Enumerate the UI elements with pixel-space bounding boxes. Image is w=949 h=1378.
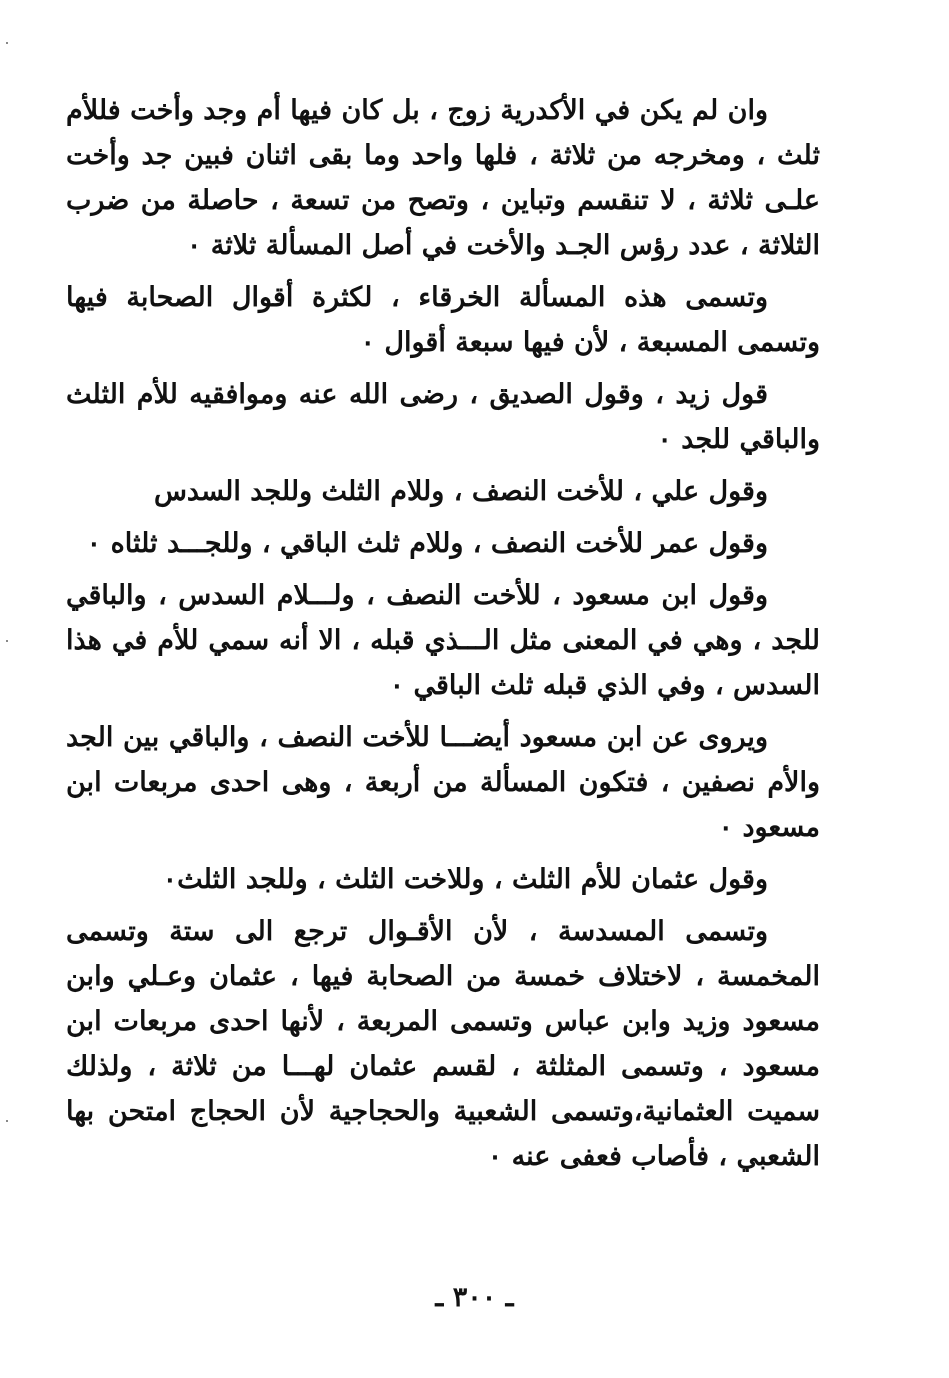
paragraph-4: وقول علي ، للأخت النصف ، وللام الثلث وللجد السدس	[153, 476, 768, 507]
scan-edge-mark	[6, 640, 8, 642]
paragraph-8: وقول عثمان للأم الثلث ، وللاخت الثلث ، وللجد الثلث٠	[162, 864, 768, 895]
scan-edge-mark	[6, 1120, 8, 1122]
paragraph-9: وتسمى المسدسة ، لأن الأقـوال ترجع الى ستة وتسمى المخمسة ، لاختلاف خمسة من الصحابة فيها ، عثمان وعـلي وابن مسعود وزيد وابن عباس وتسمى المربعة ، لأنها احدى مربعات ابن مسعود ، وتسمى المثلثة ، لقسم عثمان لهـــا من ثلاثة ، ولذلك سميت العثمانية،وتسمى الشعبية والحجاجية لأن الحجاج امتحن بها الشعبي ، فأصاب فعفى عنه ٠	[66, 916, 820, 1172]
paragraph-3: قول زيد ، وقول الصديق ، رضى الله عنه وموافقيه للأم الثلث والباقي للجد ٠	[66, 379, 820, 455]
paragraph-6: وقول ابن مسعود ، للأخت النصف ، ولـــلام السدس ، والباقي للجد ، وهي في المعنى مثل الـــذي قبله ، الا أنه سمي للأم في هذا السدس ، وفي الذي قبله ثلث الباقي ٠	[66, 580, 820, 701]
paragraph-5: وقول عمر للأخت النصف ، وللام ثلث الباقي ، وللجـــد ثلثاه ٠	[86, 528, 768, 559]
page-number: ـ ٣٠٠ ـ	[435, 1282, 514, 1313]
paragraph-1: وان لم يكن في الأكدرية زوج ، بل كان فيها أم وجد وأخت فللأم ثلث ، ومخرجه من ثلاثة ، فلها واحد وما بقى اثنان فبين جد وأخت علـى ثلاثة ، لا تنقسم وتباين ، وتصح من تسعة ، حاصلة من ضرب الثلاثة ، عدد رؤس الجـد والأخت في أصل المسألة ثلاثة ٠	[66, 95, 820, 261]
scan-edge-mark	[6, 42, 8, 44]
page-body	[66, 88, 820, 1186]
paragraph-2: وتسمى هذه المسألة الخرقاء ، لكثرة أقوال الصحابة فيها وتسمى المسبعة ، لأن فيها سبعة أقوال ٠	[66, 282, 820, 358]
paragraph-7: ويروى عن ابن مسعود أيضـــا للأخت النصف ، والباقي بين الجد والأم نصفين ، فتكون المسألة من أربعة ، وهى احدى مربعات ابن مسعود ٠	[66, 722, 820, 843]
